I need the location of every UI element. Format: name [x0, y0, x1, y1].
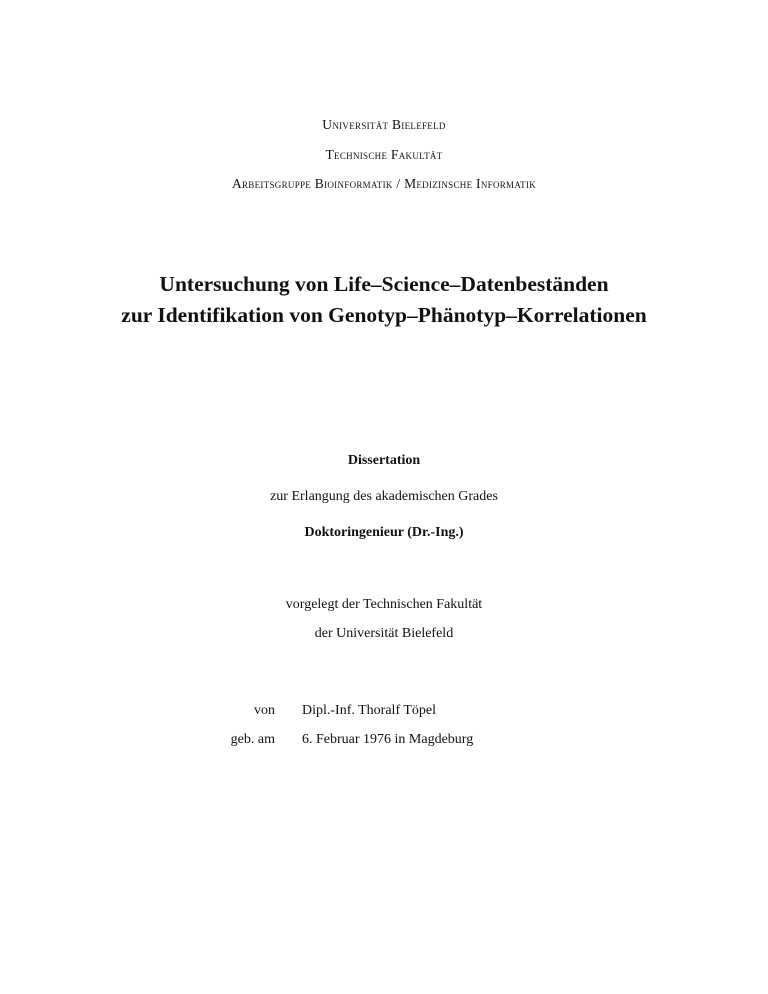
- title-line-2: zur Identifikation von Genotyp–Phänotyp–Korrelationen: [121, 303, 647, 327]
- university-name: Universität Bielefeld: [322, 117, 446, 132]
- degree-purpose: zur Erlangung des akademischen Grades: [270, 489, 498, 504]
- birth-label: geb. am: [230, 732, 275, 747]
- birth-date-place: 6. Februar 1976 in Magdeburg: [302, 732, 474, 747]
- author-name: Dipl.-Inf. Thoralf Töpel: [302, 703, 437, 718]
- faculty-name: Technische Fakultät: [325, 147, 443, 162]
- title-line-1: Untersuchung von Life–Science–Datenbeständen: [159, 272, 609, 296]
- submitted-to-line-1: vorgelegt der Technischen Fakultät: [285, 597, 483, 612]
- dissertation-heading: Dissertation: [347, 453, 421, 468]
- degree-title: Doktoringenieur (Dr.-Ing.): [304, 525, 464, 540]
- research-group: Arbeitsgruppe Bioinformatik / Medizinsche Informatik: [231, 176, 537, 191]
- submitted-to-line-2: der Universität Bielefeld: [314, 626, 454, 641]
- author-label: von: [254, 703, 275, 718]
